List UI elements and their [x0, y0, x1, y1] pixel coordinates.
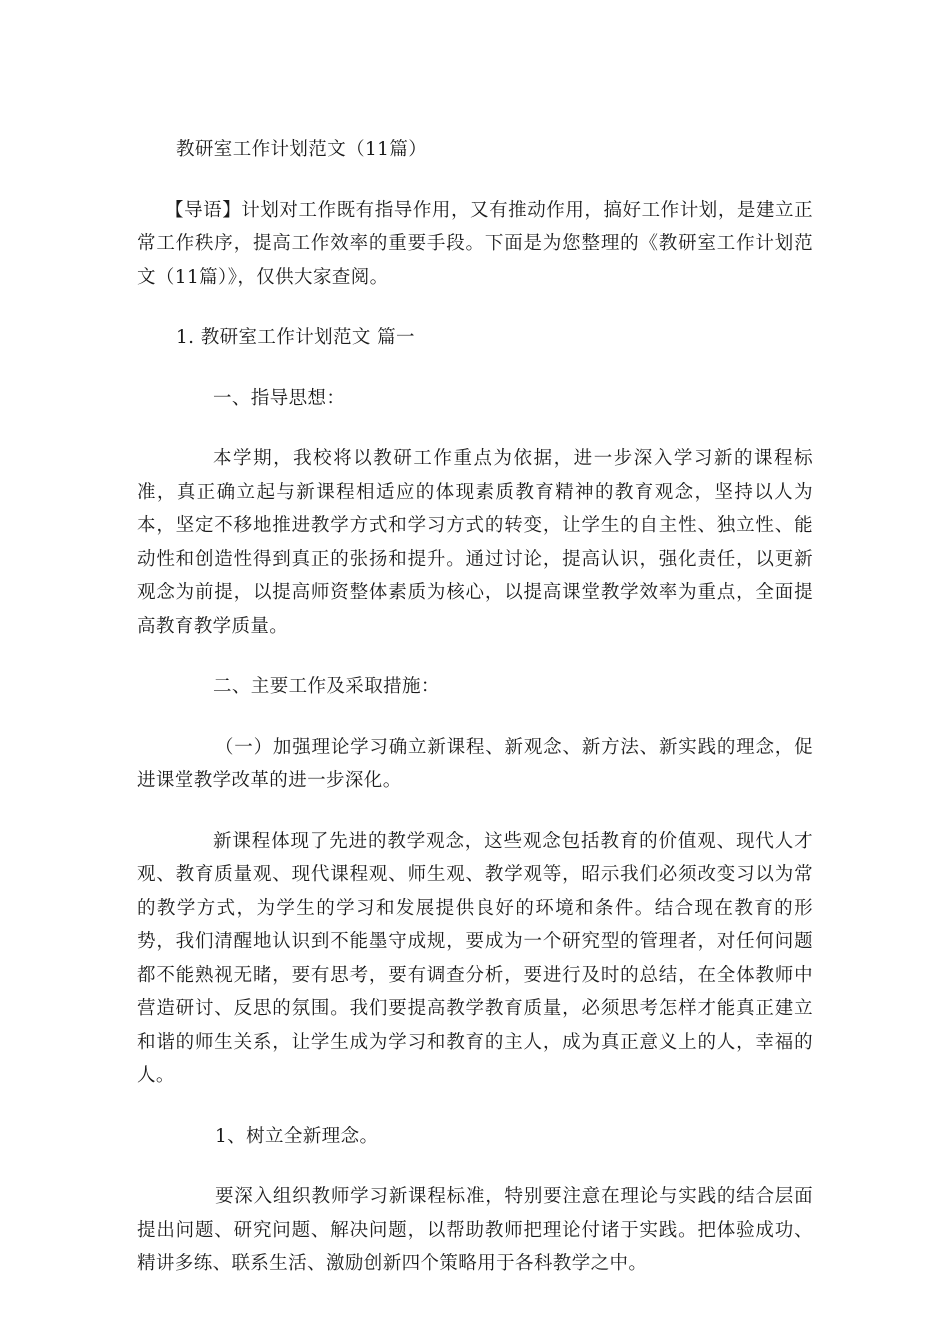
sub1-body: 新课程体现了先进的教学观念，这些观念包括教育的价值观、现代人才观、教育质量观、现代课程观、师生观、教学观等，昭示我们必须改变习以为常的教学方式，为学生的学习和发展提供良好的环境和条件。结合现在教育的形势，我们清醒地认识到不能墨守成规，要成为一个研究型的管理者，对任何问题都不能熟视无睹，要有思考，要有调查分析，要进行及时的总结，在全体教师中营造研讨、反思的氛围。我们要提高教学教育质量，必须思考怎样才能真正建立和谐的师生关系，让学生成为学习和教育的主人，成为真正意义上的人，幸福的人。: [137, 830, 813, 1086]
document-title: 教研室工作计划范文（11篇）: [176, 139, 428, 160]
document-body: [137, 133, 813, 1308]
item1-body: 要深入组织教师学习新课程标准，特别要注意在理论与实践的结合层面提出问题、研究问题、解决问题，以帮助教师把理论付诸于实践。把体验成功、精讲多练、联系生活、激励创新四个策略用于各科教学之中。: [137, 1186, 813, 1274]
intro-paragraph: 【导语】计划对工作既有指导作用，又有推动作用，搞好工作计划，是建立正常工作秩序，提高工作效率的重要手段。下面是为您整理的《教研室工作计划范文（11篇）》，仅供大家查阅。: [137, 199, 813, 288]
item1-heading: 1、树立全新理念。: [215, 1125, 379, 1147]
part1-body: 本学期，我校将以教研工作重点为依据，进一步深入学习新的课程标准，真正确立起与新课程相适应的体现素质教育精神的教育观念，坚持以人为本，坚定不移地推进教学方式和学习方式的转变，让学生的自主性、独立性、能动性和创造性得到真正的张扬和提升。通过讨论，提高认识，强化责任，以更新观念为前提，以提高师资整体素质为核心，以提高课堂教学效率为重点，全面提高教育教学质量。: [137, 448, 813, 637]
part1-heading: 一、指导思想：: [213, 387, 346, 409]
sub1-heading: （一）加强理论学习确立新课程、新观念、新方法、新实践的理念，促进课堂教学改革的进一步深化。: [137, 736, 813, 791]
part2-heading: 二、主要工作及采取措施：: [213, 676, 440, 697]
section-heading: 1. 教研室工作计划范文 篇一: [176, 327, 415, 348]
